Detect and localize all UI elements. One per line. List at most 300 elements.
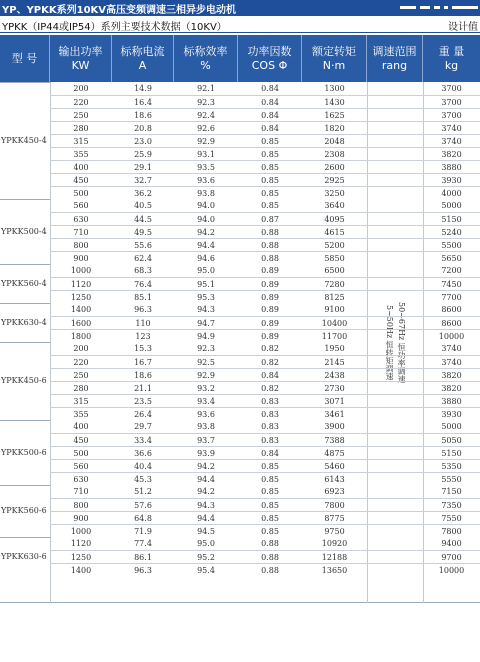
header-torque: 额定转矩 N·m: [302, 35, 367, 82]
table-cell: 93.8: [197, 189, 215, 198]
table-cell: 5350: [441, 462, 462, 471]
table-cell: 21.1: [134, 384, 152, 393]
table-cell: 2048: [324, 137, 345, 146]
header-model: 型 号: [0, 35, 50, 82]
table-cell: 1120: [70, 539, 92, 548]
table-cell: 710: [73, 228, 89, 237]
table-cell: 71.9: [134, 527, 152, 536]
model-group: [0, 199, 50, 264]
table-cell: 3250: [324, 189, 345, 198]
table-cell: 0.85: [261, 487, 279, 496]
header-weight: 重 量 kg: [438, 44, 465, 72]
table-cell: 23.0: [134, 137, 152, 146]
table-cell: 5050: [441, 436, 462, 445]
header-efficiency: 标称效率 %: [174, 35, 238, 82]
table-cell: 560: [73, 462, 89, 471]
table-cell: 2438: [324, 371, 345, 380]
table-cell: 5150: [441, 215, 462, 224]
table-cell: 94.7: [197, 319, 215, 328]
table-cell: 55.6: [134, 241, 152, 250]
table-cell: 1300: [324, 84, 345, 93]
table-cell: 450: [73, 176, 89, 185]
table-cell: 4095: [324, 215, 345, 224]
model-group: [0, 420, 50, 485]
table-row: [50, 537, 480, 550]
table-cell: 0.88: [261, 553, 279, 562]
table-cell: 0.89: [261, 293, 279, 302]
table-cell: 400: [73, 422, 89, 431]
table-cell: 7800: [441, 527, 462, 536]
table-cell: 355: [73, 150, 89, 159]
table-cell: 3820: [441, 371, 462, 380]
table-cell: 0.85: [261, 514, 279, 523]
table-cell: 0.83: [261, 436, 279, 445]
table-cell: 93.2: [197, 384, 215, 393]
table-cell: 0.82: [261, 358, 279, 367]
table-cell: 0.84: [261, 111, 279, 120]
table-row: [50, 134, 480, 147]
table-cell: 64.8: [134, 514, 152, 523]
table-cell: 200: [73, 84, 89, 93]
table-cell: 94.2: [197, 462, 215, 471]
table-cell: 1430: [324, 98, 345, 107]
model-group: [0, 82, 50, 199]
table-cell: 0.89: [261, 266, 279, 275]
table-cell: 3740: [441, 358, 462, 367]
table-cell: 3740: [441, 124, 462, 133]
table-cell: 0.85: [261, 462, 279, 471]
table-cell: 0.89: [261, 305, 279, 314]
table-cell: 13650: [321, 566, 348, 575]
table-cell: 14.9: [134, 84, 152, 93]
banner-decoration: [452, 6, 478, 9]
table-cell: 1625: [324, 111, 345, 120]
table-cell: 33.4: [134, 436, 152, 445]
table-cell: 3880: [441, 397, 462, 406]
table-cell: 92.1: [197, 84, 215, 93]
table-cell: 7550: [441, 514, 462, 523]
title-banner: [0, 0, 480, 16]
table-cell: 76.4: [134, 280, 152, 289]
table-cell: 0.84: [261, 84, 279, 93]
table-cell: 0.85: [261, 501, 279, 510]
table-cell: 0.88: [261, 241, 279, 250]
table-cell: 8775: [324, 514, 345, 523]
table-cell: 7388: [324, 436, 345, 445]
table-cell: 5460: [324, 462, 345, 471]
table-cell: 0.85: [261, 163, 279, 172]
table-cell: 62.4: [134, 254, 152, 263]
table-row: [50, 277, 480, 290]
table-cell: 6500: [324, 266, 345, 275]
table-cell: 2600: [324, 163, 345, 172]
table-cell: 1120: [70, 280, 92, 289]
table-cell: 92.6: [197, 124, 215, 133]
table-cell: 2145: [324, 358, 345, 367]
table-cell: 9400: [441, 539, 462, 548]
table-cell: 8600: [441, 319, 462, 328]
table-cell: 800: [73, 501, 89, 510]
table-cell: 1250: [70, 293, 92, 302]
table-cell: 0.84: [261, 449, 279, 458]
table-cell: 4875: [324, 449, 345, 458]
table-cell: 36.2: [134, 189, 152, 198]
model-group: [0, 264, 50, 303]
table-cell: 3740: [441, 344, 462, 353]
table-cell: 5650: [441, 254, 462, 263]
table-row: [50, 238, 480, 251]
model-name: YPKK450-4: [1, 136, 47, 145]
table-cell: 40.5: [134, 201, 152, 210]
table-row: [50, 199, 480, 212]
table-cell: 6143: [324, 475, 345, 484]
table-row: [50, 381, 480, 394]
table-cell: 2308: [324, 150, 345, 159]
speed-range-line-1: 5~50Hz 恒转矩调速: [385, 304, 394, 381]
subheader: [0, 16, 480, 33]
table-cell: 1400: [70, 566, 92, 575]
table-cell: 85.1: [134, 293, 152, 302]
table-cell: 7700: [441, 293, 462, 302]
table-cell: 0.84: [261, 371, 279, 380]
model-group: [0, 303, 50, 342]
table-row: [50, 264, 480, 277]
banner-title: YP、YPKK系列10KV高压变频调速三相异步电动机: [2, 5, 237, 16]
table-cell: 3640: [324, 201, 345, 210]
table-cell: 8600: [441, 305, 462, 314]
banner-decoration: [434, 6, 440, 9]
table-cell: 7200: [441, 266, 462, 275]
table-cell: 7150: [441, 487, 462, 496]
table-cell: 560: [73, 201, 89, 210]
table-cell: 0.85: [261, 527, 279, 536]
table-cell: 630: [73, 475, 89, 484]
table-cell: 26.4: [134, 410, 152, 419]
table-cell: 9750: [324, 527, 345, 536]
model-group: [0, 537, 50, 576]
table-cell: 0.85: [261, 201, 279, 210]
table-cell: 5550: [441, 475, 462, 484]
table-cell: 20.8: [134, 124, 152, 133]
table-cell: 800: [73, 241, 89, 250]
table-row: [50, 173, 480, 186]
table-cell: 10000: [438, 566, 465, 575]
table-cell: 40.4: [134, 462, 152, 471]
table-row: [50, 108, 480, 121]
table-cell: 94.4: [197, 475, 215, 484]
table-cell: 96.3: [134, 305, 152, 314]
table-cell: 450: [73, 436, 89, 445]
table-cell: 0.85: [261, 137, 279, 146]
table-cell: 7800: [324, 501, 345, 510]
table-cell: 93.5: [197, 163, 215, 172]
table-cell: 93.4: [197, 397, 215, 406]
table-row: [50, 355, 480, 368]
table-row: [50, 459, 480, 472]
header-power-factor: 功率因数 COS Φ: [238, 35, 302, 82]
table-cell: 0.82: [261, 344, 279, 353]
table-cell: 29.7: [134, 422, 152, 431]
table-cell: 0.83: [261, 422, 279, 431]
table-cell: 250: [73, 111, 89, 120]
table-cell: 92.3: [197, 98, 215, 107]
table-cell: 250: [73, 371, 89, 380]
table-cell: 94.4: [197, 241, 215, 250]
table-row: [50, 485, 480, 498]
table-cell: 57.6: [134, 501, 152, 510]
table-cell: 220: [73, 98, 89, 107]
table-row: [50, 160, 480, 173]
table-cell: 95.0: [197, 266, 215, 275]
table-cell: 1250: [70, 553, 92, 562]
table-row: [50, 82, 480, 95]
table-cell: 5000: [441, 422, 462, 431]
table-cell: 10920: [321, 539, 348, 548]
table-cell: 110: [135, 319, 151, 328]
table-cell: 95.1: [197, 280, 215, 289]
table-row: [50, 303, 480, 316]
header-speed-range: 调速范围 rang: [367, 35, 423, 82]
model-name: YPKK560-4: [1, 279, 47, 288]
table-cell: 4000: [441, 189, 462, 198]
table-cell: 16.7: [134, 358, 152, 367]
table-cell: 93.1: [197, 150, 215, 159]
table-row: [50, 121, 480, 134]
banner-decoration: [420, 6, 430, 9]
model-name: YPKK560-6: [1, 506, 47, 515]
table-cell: 94.9: [197, 332, 215, 341]
table-cell: 0.85: [261, 150, 279, 159]
table-cell: 95.0: [197, 539, 215, 548]
table-cell: 93.8: [197, 422, 215, 431]
table-cell: 94.5: [197, 527, 215, 536]
table-cell: 5000: [441, 201, 462, 210]
table-cell: 6923: [324, 487, 345, 496]
table-cell: 3700: [441, 84, 462, 93]
table-row: [50, 225, 480, 238]
table-cell: 0.85: [261, 475, 279, 484]
table-row: [50, 316, 480, 329]
table-row: [50, 95, 480, 108]
table-cell: 0.83: [261, 410, 279, 419]
table-cell: 3820: [441, 384, 462, 393]
table-cell: 18.6: [134, 371, 152, 380]
table-cell: 1000: [70, 527, 92, 536]
table-cell: 315: [73, 137, 89, 146]
table-cell: 45.3: [134, 475, 152, 484]
banner-decoration: [444, 6, 448, 9]
table-cell: 77.4: [134, 539, 152, 548]
table-cell: 1000: [70, 266, 92, 275]
model-name: YPKK500-6: [1, 448, 47, 457]
table-cell: 94.3: [197, 501, 215, 510]
model-group: [0, 485, 50, 537]
table-cell: 3700: [441, 111, 462, 120]
model-name: YPKK450-6: [1, 376, 47, 385]
table-cell: 94.2: [197, 487, 215, 496]
table-cell: 5240: [441, 228, 462, 237]
table-cell: 9700: [441, 553, 462, 562]
table-cell: 94.0: [197, 215, 215, 224]
table-cell: 94.3: [197, 305, 215, 314]
table-cell: 0.88: [261, 566, 279, 575]
table-cell: 1820: [324, 124, 345, 133]
model-group: [0, 342, 50, 420]
table-cell: 92.4: [197, 111, 215, 120]
table-cell: 3700: [441, 98, 462, 107]
table-cell: 36.6: [134, 449, 152, 458]
table-cell: 95.2: [197, 553, 215, 562]
table-cell: 3930: [441, 176, 462, 185]
table-cell: 7450: [441, 280, 462, 289]
table-cell: 3900: [324, 422, 345, 431]
table-cell: 93.6: [197, 176, 215, 185]
table-cell: 1950: [324, 344, 345, 353]
table-cell: 92.9: [197, 137, 215, 146]
table-cell: 3880: [441, 163, 462, 172]
table-cell: 10400: [321, 319, 348, 328]
table-row: [50, 186, 480, 199]
table-cell: 96.3: [134, 566, 152, 575]
table-cell: 220: [73, 358, 89, 367]
table-cell: 0.89: [261, 319, 279, 328]
table-row: [50, 251, 480, 264]
table-cell: 95.3: [197, 293, 215, 302]
header-power: 输出功率 KW: [50, 35, 112, 82]
table-cell: 15.3: [134, 344, 152, 353]
table-body: [0, 82, 480, 603]
table-cell: 315: [73, 397, 89, 406]
table-row: [50, 446, 480, 459]
header-current: 标称电流 A: [112, 35, 174, 82]
table-cell: 1600: [70, 319, 92, 328]
table-cell: 0.84: [261, 124, 279, 133]
table-cell: 92.5: [197, 358, 215, 367]
table-cell: 900: [73, 254, 89, 263]
table-cell: 2925: [324, 176, 345, 185]
table-cell: 355: [73, 410, 89, 419]
table-cell: 4615: [324, 228, 345, 237]
table-cell: 200: [73, 344, 89, 353]
table-row: [50, 407, 480, 420]
table-cell: 16.4: [134, 98, 152, 107]
table-cell: 2730: [324, 384, 345, 393]
table-cell: 5500: [441, 241, 462, 250]
table-cell: 95.4: [197, 566, 215, 575]
model-name: YPKK630-6: [1, 552, 47, 561]
table-cell: 5200: [324, 241, 345, 250]
table-cell: 500: [73, 189, 89, 198]
table-cell: 0.88: [261, 228, 279, 237]
table-row: [50, 420, 480, 433]
table-cell: 400: [73, 163, 89, 172]
table-row: [50, 368, 480, 381]
table-cell: 7350: [441, 501, 462, 510]
table-cell: 1800: [70, 332, 92, 341]
table-cell: 280: [73, 384, 89, 393]
table-cell: 0.88: [261, 539, 279, 548]
table-row: [50, 433, 480, 446]
table-cell: 0.88: [261, 254, 279, 263]
table-cell: 0.83: [261, 397, 279, 406]
table-cell: 3071: [324, 397, 345, 406]
table-cell: 5850: [324, 254, 345, 263]
table-cell: 94.2: [197, 228, 215, 237]
table-row: [50, 524, 480, 537]
table-cell: 3740: [441, 137, 462, 146]
table-row: [50, 472, 480, 485]
table-cell: 9100: [324, 305, 345, 314]
table-cell: 23.5: [134, 397, 152, 406]
table-cell: 11700: [321, 332, 348, 341]
table-row: [50, 394, 480, 407]
design-value-label: 设计值: [448, 22, 478, 33]
table-cell: 3461: [324, 410, 345, 419]
table-row: [50, 290, 480, 303]
table-cell: 18.6: [134, 111, 152, 120]
model-name: YPKK630-4: [1, 318, 47, 327]
table-cell: 0.85: [261, 189, 279, 198]
table-row: [50, 550, 480, 563]
table-row: [50, 498, 480, 511]
table-cell: 12188: [321, 553, 348, 562]
table-row: [50, 147, 480, 160]
table-cell: 123: [135, 332, 151, 341]
table-cell: 280: [73, 124, 89, 133]
table-cell: 0.89: [261, 280, 279, 289]
table-row: [50, 563, 480, 576]
table-cell: 32.7: [134, 176, 152, 185]
table-cell: 86.1: [134, 553, 152, 562]
table-cell: 630: [73, 215, 89, 224]
model-name: YPKK500-4: [1, 227, 47, 236]
table-cell: 25.9: [134, 150, 152, 159]
table-cell: 93.7: [197, 436, 215, 445]
table-cell: 92.3: [197, 344, 215, 353]
table-cell: 1400: [70, 305, 92, 314]
table-cell: 0.87: [261, 215, 279, 224]
table-cell: 93.9: [197, 449, 215, 458]
table-row: [50, 212, 480, 225]
table-cell: 8125: [324, 293, 345, 302]
table-cell: 94.6: [197, 254, 215, 263]
table-cell: 0.85: [261, 176, 279, 185]
table-row: [50, 342, 480, 355]
table-cell: 900: [73, 514, 89, 523]
table-cell: 500: [73, 449, 89, 458]
table-header: [0, 35, 480, 82]
table-cell: 710: [73, 487, 89, 496]
table-cell: 5150: [441, 449, 462, 458]
table-cell: 92.9: [197, 371, 215, 380]
table-subtitle: YPKK（IP44或IP54）系列主要技术数据（10KV）: [2, 22, 227, 33]
table-cell: 29.1: [134, 163, 152, 172]
table-row: [50, 511, 480, 524]
table-row: [50, 329, 480, 342]
table-cell: 44.5: [134, 215, 152, 224]
speed-range-line-2: 50~67Hz 恒功率调速: [397, 302, 406, 383]
table-cell: 7280: [324, 280, 345, 289]
table-cell: 51.2: [134, 487, 152, 496]
table-cell: 0.82: [261, 384, 279, 393]
table-cell: 94.0: [197, 201, 215, 210]
table-cell: 3820: [441, 150, 462, 159]
table-cell: 0.89: [261, 332, 279, 341]
table-cell: 93.6: [197, 410, 215, 419]
table-cell: 49.5: [134, 228, 152, 237]
table-cell: 3930: [441, 410, 462, 419]
banner-decoration: [400, 6, 416, 9]
